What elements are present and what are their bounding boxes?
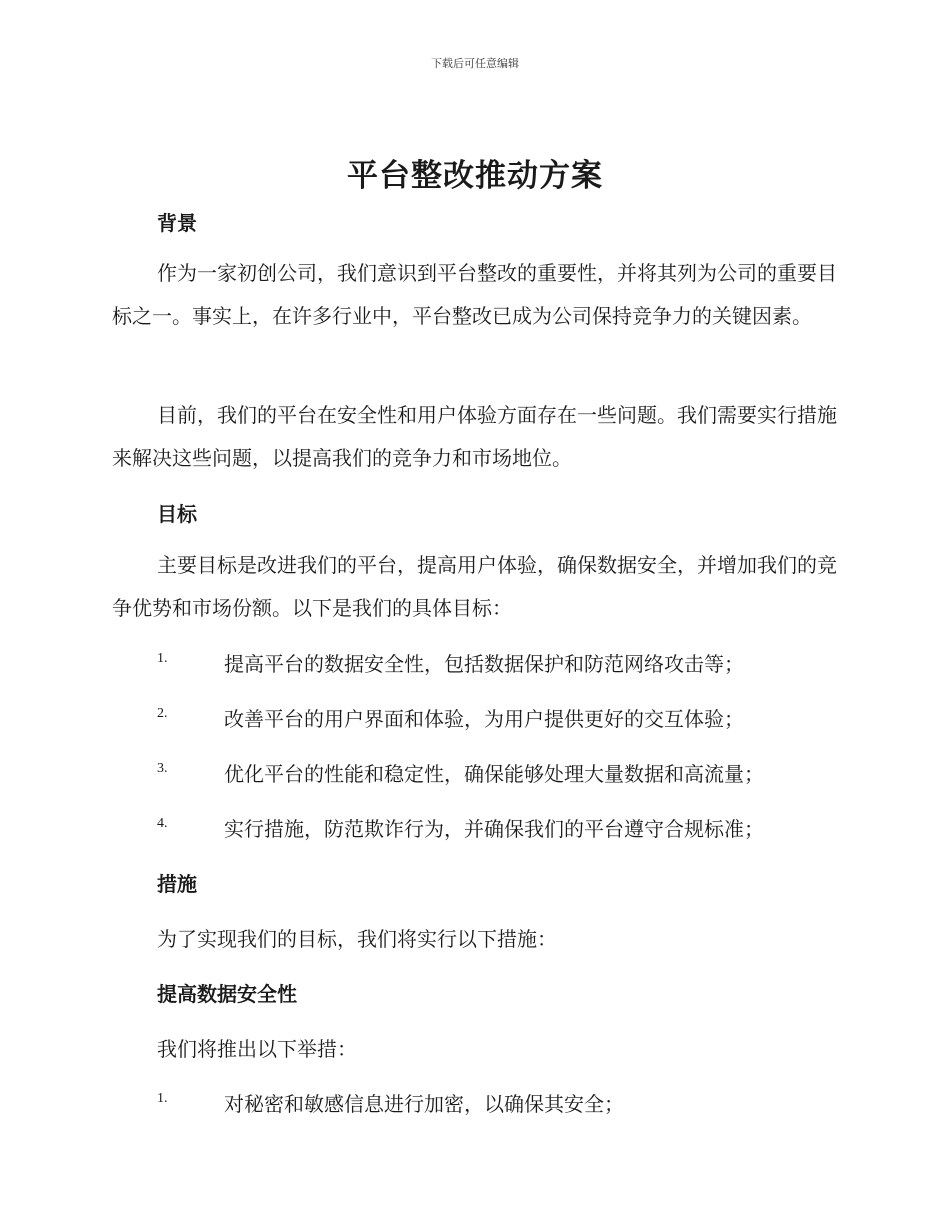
section-heading-background: 背景 [157, 211, 197, 235]
list-item [0, 648, 950, 678]
list-item [0, 813, 950, 843]
list-item-number: 2. [157, 706, 168, 721]
list-item-number: 4. [157, 816, 168, 831]
list-item-text: 优化平台的性能和稳定性，确保能够处理大量数据和高流量； [224, 762, 764, 786]
goals-paragraph: 主要目标是改进我们的平台，提高用户体验，确保数据安全，并增加我们的竞争优势和市场份额。以下是我们的具体目标： [112, 553, 837, 620]
document-title: 平台整改推动方案 [347, 158, 603, 194]
list-item [0, 703, 950, 733]
subsection-heading-data-security: 提高数据安全性 [157, 982, 297, 1006]
list-item-text: 提高平台的数据安全性，包括数据保护和防范网络攻击等； [224, 652, 744, 676]
data-security-intro: 我们将推出以下举措： [157, 1037, 357, 1061]
page-header-note: 下载后可任意编辑 [431, 57, 519, 70]
list-item [0, 1088, 950, 1118]
list-item-text: 对秘密和敏感信息进行加密，以确保其安全； [224, 1092, 624, 1116]
list-item-text: 实行措施，防范欺诈行为，并确保我们的平台遵守合规标准； [224, 817, 764, 841]
measures-intro: 为了实现我们的目标，我们将实行以下措施： [157, 927, 557, 951]
list-item-number: 1. [157, 651, 168, 666]
list-item-number: 3. [157, 761, 168, 776]
section-heading-goals: 目标 [157, 502, 197, 526]
background-paragraph-2: 目前，我们的平台在安全性和用户体验方面存在一些问题。我们需要实行措施来解决这些问题，以提高我们的竞争力和市场地位。 [112, 403, 837, 470]
background-paragraph-1: 作为一家初创公司，我们意识到平台整改的重要性，并将其列为公司的重要目标之一。事实上，在许多行业中，平台整改已成为公司保持竞争力的关键因素。 [112, 261, 837, 328]
section-heading-measures: 措施 [157, 872, 197, 896]
list-item-number: 1. [157, 1091, 168, 1106]
list-item [0, 758, 950, 788]
list-item-text: 改善平台的用户界面和体验，为用户提供更好的交互体验； [224, 707, 744, 731]
